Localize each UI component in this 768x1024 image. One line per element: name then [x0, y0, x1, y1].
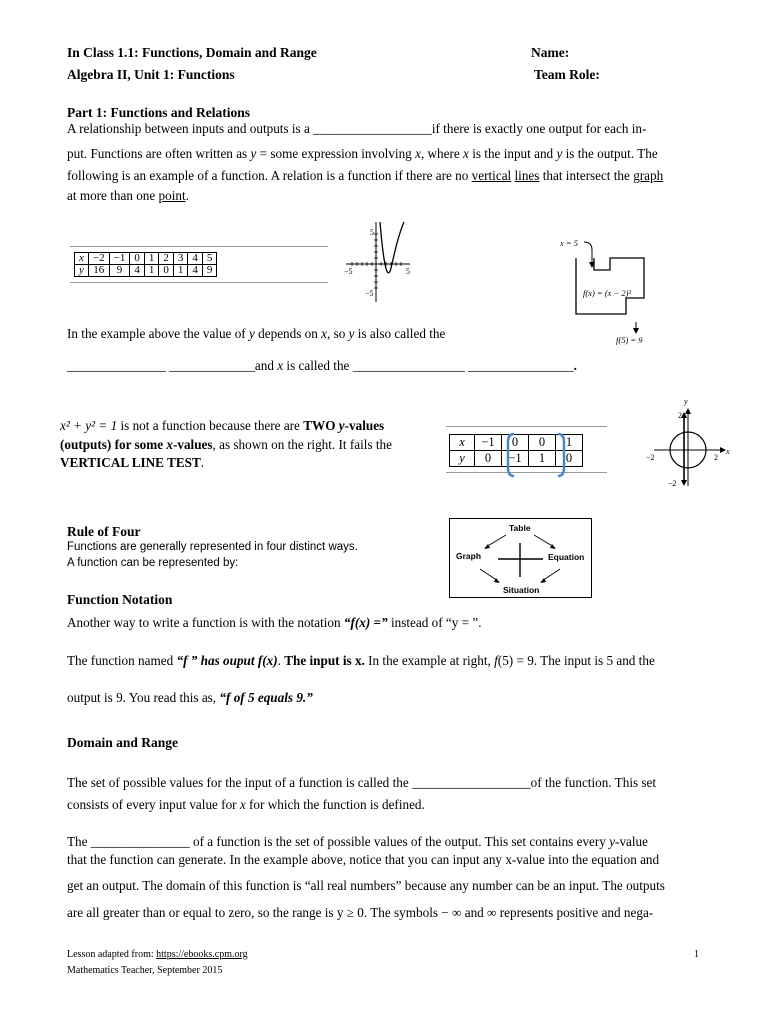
link-point[interactable]: point [158, 188, 186, 203]
text: , so [327, 326, 349, 341]
text: TWO [303, 418, 339, 433]
text: (5) = 9. The input is 5 and the [497, 653, 655, 668]
text: consists of every input value for [67, 797, 240, 812]
table-cell: 4 [188, 265, 203, 277]
text: x [321, 326, 328, 341]
table-cell: 1 [144, 253, 159, 265]
table-cell: −1 [109, 253, 130, 265]
blank: is called the _________________ ________________ [283, 358, 574, 373]
text: , where [420, 146, 464, 161]
rule-of-four-diagram [449, 518, 592, 598]
text: The function named [67, 653, 177, 668]
text: x [463, 146, 469, 161]
machine-input-label: x = 5 [560, 238, 579, 248]
text: VERTICAL LINE TEST [60, 455, 201, 470]
text: put. Functions are often written as [67, 146, 251, 161]
text: Lesson adapted from: [67, 949, 157, 960]
rule-of-four-line1: Functions are generally represented in four distinct ways. [67, 541, 358, 553]
domain-line2 [67, 797, 425, 813]
text: y [338, 418, 345, 433]
text: . [200, 455, 205, 470]
graph-x-right-label: 5 [406, 267, 410, 276]
domain-range-heading: Domain and Range [67, 735, 179, 750]
text: The _______________ of a function is the set of possible values of the output. This set contains every [67, 834, 610, 849]
circle-graph-x-right: 2 [714, 453, 718, 462]
text: and [254, 358, 278, 373]
text: , as shown on the right. It fails the [212, 437, 392, 452]
table-cell: −1 [475, 435, 502, 451]
table-cell: 5 [202, 253, 217, 265]
table-cell: 9 [109, 265, 130, 277]
table-cell: 9 [202, 265, 217, 277]
part1-heading: Part 1: Functions and Relations [67, 105, 251, 120]
text: is also called the [354, 326, 446, 341]
table-cell: 1 [173, 265, 188, 277]
text: x [415, 146, 421, 161]
range-line4: are all greater than or equal to zero, so the range is y ≥ 0. The symbols − ∞ and ∞ represents positive and nega- [67, 905, 654, 920]
table-cell: −2 [88, 253, 109, 265]
text: of the function. This set [530, 775, 657, 790]
text: The input is x. [284, 653, 365, 668]
dependent-line2 [67, 358, 577, 374]
text: y [556, 146, 563, 161]
table-cell: 16 [88, 265, 109, 277]
text: . [277, 653, 285, 668]
text: y [348, 326, 355, 341]
page-number: 1 [694, 949, 699, 960]
text: . [573, 358, 577, 373]
graph-y-bottom-label: −5 [365, 289, 374, 298]
table-cell: 0 [529, 435, 556, 451]
table-cell: 2 [159, 253, 174, 265]
text: -value [615, 834, 648, 849]
range-line3: get an output. The domain of this function is “all real numbers” because any number can be an input. The outputs [67, 878, 665, 893]
worksheet-subtitle: Algebra II, Unit 1: Functions [67, 67, 235, 82]
table-cell: 0 [502, 435, 529, 451]
circle-graph-x-left: −2 [646, 453, 655, 462]
table-cell: 0 [475, 451, 502, 467]
text: y [609, 834, 616, 849]
function-table-frame [70, 246, 328, 283]
text: following is an example of a function. A relation is a function if there are no [67, 168, 472, 183]
text: f [494, 653, 498, 668]
footer-link[interactable]: https://ebooks.cpm.org [156, 949, 248, 960]
graph-y-top-label: 5 [370, 228, 374, 237]
text: -values [344, 418, 385, 433]
footer-source: Mathematics Teacher, September 2015 [67, 965, 223, 976]
circle-graph-y-top: 2 [678, 411, 682, 420]
circle-graph-y-bottom: −2 [668, 479, 677, 488]
range-line1 [67, 834, 648, 850]
circle-line3 [60, 455, 204, 471]
diagram-graph-label: Graph [456, 551, 482, 561]
machine-output-label: f(5) = 9 [616, 335, 643, 345]
footer-adapted [67, 949, 248, 960]
link-graph[interactable]: graph [633, 168, 664, 183]
rule-of-four-heading: Rule of Four [67, 524, 141, 539]
part1-line1 [67, 121, 646, 137]
text: depends on [254, 326, 322, 341]
text: -values [172, 437, 213, 452]
table-cell: 0 [159, 265, 174, 277]
text: is not a function because there are [117, 418, 304, 433]
text: is the output. The [562, 146, 658, 161]
text: “f(x) =” [343, 615, 388, 630]
text: Another way to write a function is with the notation [67, 615, 344, 630]
circle-equation: x² + y² = 1 [60, 418, 118, 433]
text: for which the function is defined. [245, 797, 425, 812]
part1-line3 [67, 168, 663, 184]
parabola-graph [338, 216, 418, 302]
text: A relationship between inputs and outputs is a __________________ [67, 121, 432, 136]
diagram-situation-label: Situation [503, 585, 540, 595]
text: “f ” has ouput f(x) [176, 653, 278, 668]
text: x [239, 797, 246, 812]
circle-graph-y-axis-label: y [684, 397, 688, 406]
bracket-highlight [504, 430, 568, 484]
table-cell: −1 [502, 451, 529, 467]
text: at more than one [67, 188, 159, 203]
function-machine-diagram [556, 234, 654, 346]
text: x [277, 358, 284, 373]
table-cell: 3 [173, 253, 188, 265]
circle-line2 [60, 437, 392, 453]
table-cell: 1 [144, 265, 159, 277]
rule-of-four-line2: A function can be represented by: [67, 557, 239, 569]
dependent-line1 [67, 326, 445, 342]
notation-line1 [67, 615, 482, 631]
text: instead of “y = ”. [387, 615, 482, 630]
text: . [185, 188, 189, 203]
table-header-y: y [450, 451, 475, 467]
text: x [166, 437, 173, 452]
text: = some expression involving [256, 146, 416, 161]
text: (outputs) for some [60, 437, 167, 452]
team-role-label: Team Role: [534, 67, 600, 82]
notation-line2 [67, 653, 655, 669]
table-cell: 1 [556, 435, 583, 451]
text: if there is exactly one output for each in- [431, 121, 647, 136]
domain-line1 [67, 775, 656, 791]
text: In the example above the value of [67, 326, 249, 341]
range-line2: that the function can generate. In the example above, notice that you can input any x-value into the equation and [67, 852, 660, 867]
link-lines[interactable]: lines [514, 168, 540, 183]
table-cell: 4 [130, 265, 145, 277]
circle-line1 [60, 418, 384, 434]
table-row [75, 265, 217, 277]
table-row [75, 253, 217, 265]
table-header-y: y [75, 265, 89, 277]
text: “f of 5 equals 9.” [219, 690, 313, 705]
machine-rule-label: f(x) = (x − 2)² [583, 288, 631, 298]
function-notation-heading: Function Notation [67, 592, 173, 607]
function-table [74, 252, 217, 277]
table-cell: 0 [556, 451, 583, 467]
table-header-x: x [450, 435, 475, 451]
circle-graph [640, 394, 736, 492]
table-cell: 0 [130, 253, 145, 265]
diagram-equation-label: Equation [548, 552, 585, 562]
text: output is 9. You read this as, [67, 690, 220, 705]
table-cell: 4 [188, 253, 203, 265]
table-cell: 1 [529, 451, 556, 467]
table-header-x: x [75, 253, 89, 265]
text: In the example at right, [364, 653, 495, 668]
name-label: Name: [531, 45, 570, 60]
part1-line4 [67, 188, 189, 204]
part1-line2 [67, 146, 658, 162]
text: The set of possible values for the input of a function is called the __________________ [67, 775, 531, 790]
diagram-table-label: Table [509, 523, 531, 533]
link-vertical[interactable]: vertical [471, 168, 512, 183]
worksheet-title: In Class 1.1: Functions, Domain and Range [67, 45, 317, 60]
notation-line3 [67, 690, 313, 706]
text: y [250, 146, 257, 161]
text: that intersect the [539, 168, 634, 183]
graph-x-left-label: −5 [344, 267, 353, 276]
blank: _______________ _____________ [67, 358, 255, 373]
text: is the input and [468, 146, 557, 161]
text: y [249, 326, 255, 341]
circle-graph-x-axis-label: x [726, 447, 730, 456]
